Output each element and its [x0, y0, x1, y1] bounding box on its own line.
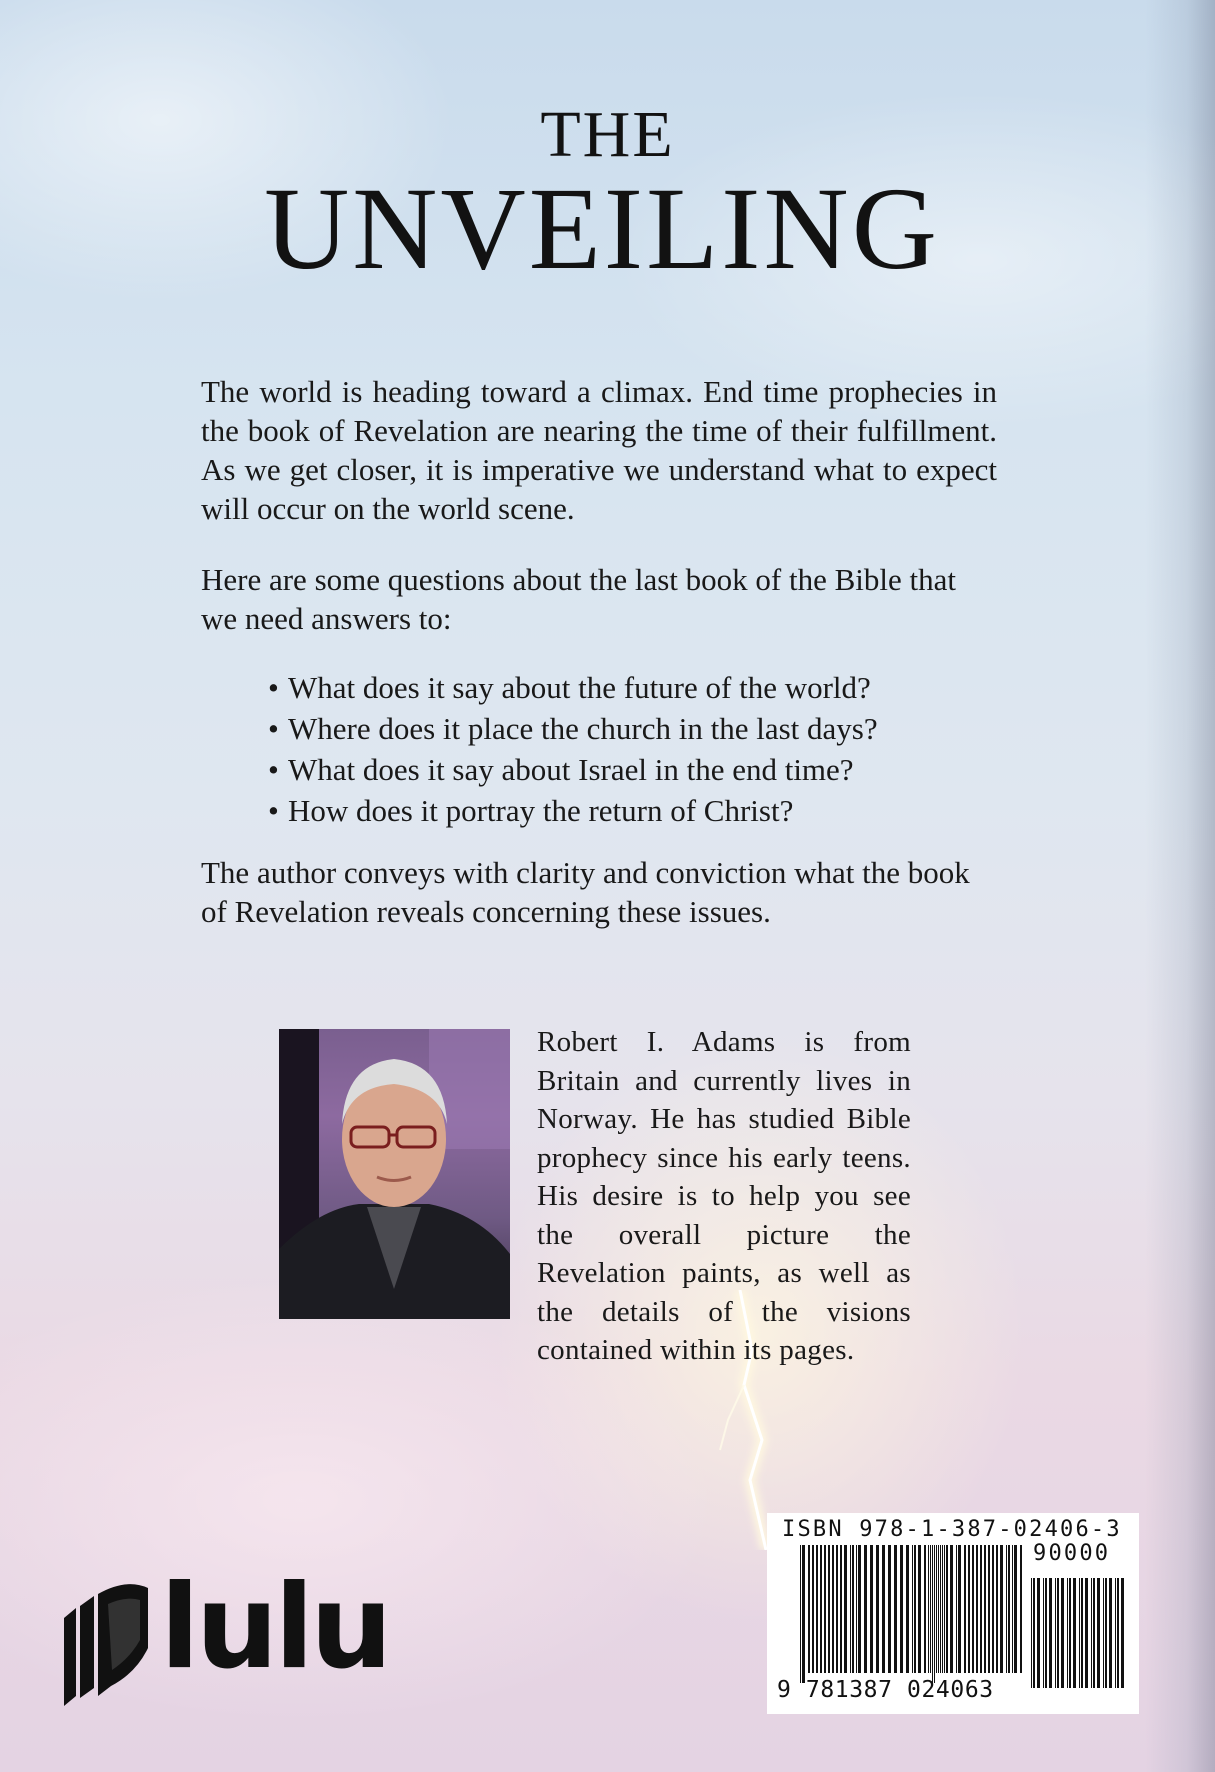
- barcode-bar: [836, 1545, 838, 1673]
- question-item: • What does it say about Israel in the end time?: [268, 749, 878, 790]
- barcode-bar: [1020, 1545, 1022, 1673]
- barcode-bar: [856, 1545, 857, 1673]
- barcode-bar: [1037, 1578, 1040, 1688]
- barcode-bar: [840, 1545, 842, 1673]
- barcode-bar: [852, 1545, 854, 1673]
- barcode-bar: [1057, 1578, 1059, 1688]
- barcode-bar: [1081, 1578, 1083, 1688]
- intro-paragraph: The world is heading toward a climax. End time prophecies in the book of Revelation are nearing the time of their fulfillment. As we get closer, it is imperative we understand what to expect will occur on the world scene.: [201, 374, 997, 526]
- barcode-bar: [946, 1545, 948, 1673]
- barcode-bar: [1008, 1545, 1010, 1673]
- barcode-bar: [950, 1545, 953, 1673]
- barcode-bar: [1117, 1578, 1119, 1688]
- barcode-bar: [936, 1545, 937, 1673]
- barcode-bar: [1109, 1578, 1112, 1688]
- barcode-bar: [1069, 1578, 1071, 1688]
- barcode-bar: [912, 1545, 913, 1673]
- barcode-bar: [888, 1545, 891, 1673]
- barcode-bar: [850, 1545, 851, 1673]
- barcode-bar: [882, 1545, 885, 1673]
- barcode-bar: [844, 1545, 847, 1673]
- barcode-bar: [1105, 1578, 1107, 1688]
- barcode-bar: [1000, 1545, 1003, 1673]
- isbn-barcode-block: [767, 1513, 1139, 1714]
- barcode-bar: [1043, 1578, 1044, 1688]
- book-icon: [56, 1578, 156, 1708]
- barcode-bar: [894, 1545, 897, 1673]
- barcode-bar: [858, 1545, 861, 1673]
- barcode-bar: [984, 1545, 986, 1673]
- barcode-bar: [808, 1545, 810, 1673]
- question-list: [268, 667, 878, 831]
- cover-edge-shadow: [1145, 0, 1215, 1772]
- barcode-bar: [934, 1545, 935, 1683]
- barcode-bar: [924, 1545, 926, 1673]
- barcode-bar: [828, 1545, 830, 1673]
- barcode-bar: [1006, 1545, 1007, 1673]
- barcode-bar: [824, 1545, 826, 1673]
- author-bio: Robert I. Adams is from Britain and currently lives in Norway. He has studied Bible prophecy since his early teens. His desire is to help you see the overall picture the Revelation paints, as well as the details of the visions contained within its pages.: [537, 1026, 911, 1366]
- barcode-bar: [1031, 1578, 1032, 1688]
- publisher-wordmark: lulu: [160, 1560, 389, 1695]
- barcode-bar: [958, 1545, 961, 1673]
- barcode-bar: [1012, 1545, 1013, 1673]
- barcode-bar: [820, 1545, 822, 1673]
- barcode-bar: [932, 1545, 933, 1683]
- barcode-bar: [1073, 1578, 1076, 1688]
- barcode-bars: [800, 1545, 1022, 1683]
- barcode-bar: [938, 1545, 939, 1673]
- barcode-bar: [942, 1545, 943, 1673]
- barcode-bar: [944, 1545, 945, 1673]
- barcode-bar: [864, 1545, 867, 1673]
- title-line-the: THE: [540, 98, 675, 171]
- barcode-bar: [930, 1545, 931, 1673]
- barcode-bar: [1091, 1578, 1092, 1688]
- barcode-bar: [812, 1545, 814, 1673]
- barcode-bar: [988, 1545, 990, 1673]
- barcode-bar: [940, 1545, 941, 1673]
- barcode-bar: [1103, 1578, 1104, 1688]
- barcode-bar: [918, 1545, 921, 1673]
- price-code: 90000: [1033, 1541, 1111, 1566]
- barcode-bar: [996, 1545, 998, 1673]
- barcode-bar: [1093, 1578, 1095, 1688]
- book-title: UNVEILING: [264, 163, 940, 294]
- barcode-bar: [800, 1545, 801, 1683]
- barcode-digits: 9 781387 024063: [777, 1677, 994, 1703]
- barcode-bar: [956, 1545, 957, 1673]
- barcode-bar: [1061, 1578, 1064, 1688]
- barcode-bar: [1067, 1578, 1068, 1688]
- barcode-bar: [802, 1545, 805, 1683]
- barcode-bar: [976, 1545, 978, 1673]
- barcode-bar: [980, 1545, 982, 1673]
- barcode-bar: [1055, 1578, 1056, 1688]
- barcode-bar: [1033, 1578, 1035, 1688]
- barcode-bar: [876, 1545, 879, 1673]
- barcode-bar: [870, 1545, 873, 1673]
- barcode-bar: [928, 1545, 929, 1673]
- barcode-bar: [1115, 1578, 1116, 1688]
- author-portrait-graphic: [279, 1029, 510, 1319]
- barcode-bar: [816, 1545, 818, 1673]
- barcode-bar: [1079, 1578, 1080, 1688]
- barcode-bar: [992, 1545, 994, 1673]
- barcode-bar: [972, 1545, 974, 1673]
- barcode-bar: [968, 1545, 970, 1673]
- barcode-addon-bars: [1031, 1569, 1126, 1707]
- barcode-bar: [964, 1545, 966, 1673]
- questions-lead: Here are some questions about the last book of the Bible that we need answers to:: [201, 562, 957, 636]
- barcode-bar: [832, 1545, 834, 1673]
- barcode-bar: [1121, 1578, 1124, 1688]
- barcode-bar: [1049, 1578, 1052, 1688]
- publisher-logo: [56, 1560, 416, 1708]
- isbn-label: ISBN 978-1-387-02406-3: [782, 1517, 1122, 1542]
- conclusion-paragraph: The author conveys with clarity and conviction what the book of Revelation reveals concerning these issues.: [201, 855, 970, 929]
- barcode-bar: [1097, 1578, 1100, 1688]
- barcode-bar: [900, 1545, 903, 1673]
- author-photo: [279, 1029, 510, 1319]
- barcode-bar: [1045, 1578, 1047, 1688]
- barcode-bar: [1014, 1545, 1017, 1673]
- barcode-bar: [906, 1545, 909, 1673]
- barcode-bar: [914, 1545, 916, 1673]
- question-item: • What does it say about the future of the world?: [268, 667, 878, 708]
- barcode-bar: [1085, 1578, 1088, 1688]
- question-item: • Where does it place the church in the last days?: [268, 708, 878, 749]
- question-item: • How does it portray the return of Christ?: [268, 790, 878, 831]
